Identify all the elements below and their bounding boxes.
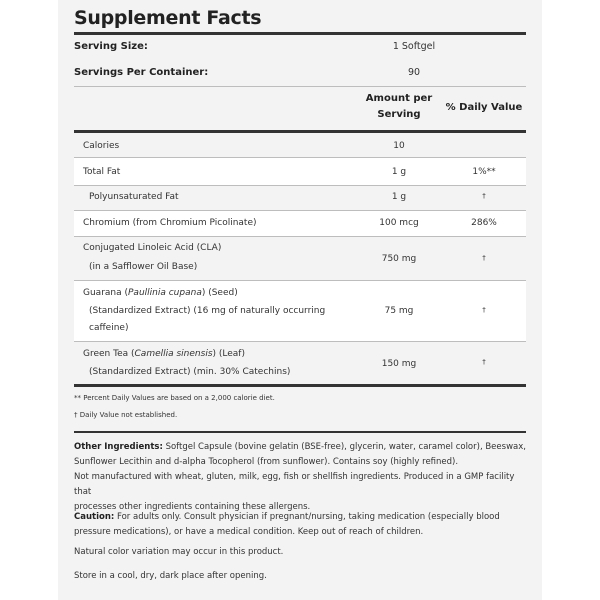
green-tea-name-post: ) (Leaf) bbox=[212, 349, 245, 359]
row-green-tea-dv: † bbox=[482, 358, 486, 366]
row-polyunsaturated-fat-dv: † bbox=[482, 192, 486, 200]
servings-per-container-value: 90 bbox=[407, 67, 421, 78]
caution-label: Caution: bbox=[74, 512, 115, 522]
row-guarana-dv: † bbox=[482, 306, 486, 314]
row-cla-amount: 750 mg bbox=[381, 254, 417, 264]
row-cla-dv: † bbox=[482, 254, 486, 262]
footnote-rule bbox=[74, 431, 526, 433]
color-variation-note: Natural color variation may occur in this product. bbox=[74, 547, 284, 557]
amount-per-serving-header bbox=[361, 91, 437, 123]
guarana-latin-name: Paullinia cupana bbox=[128, 288, 202, 298]
row-calories-name: Calories bbox=[83, 141, 120, 151]
row-divider bbox=[74, 341, 526, 342]
row-green-tea-name bbox=[83, 349, 245, 359]
table-bottom-rule bbox=[74, 384, 526, 387]
row-guarana-amount: 75 mg bbox=[384, 306, 414, 316]
title-rule bbox=[74, 32, 526, 35]
amount-header-line1: Amount per bbox=[365, 93, 433, 104]
row-total-fat-dv: 1%** bbox=[472, 167, 496, 177]
other-ingredients-line1: Softgel Capsule (bovine gelatin (BSE-free), glycerin, water, caramel color), Beeswax, bbox=[165, 442, 526, 452]
row-cla-name: Conjugated Linoleic Acid (CLA) bbox=[83, 243, 222, 253]
footnote-dagger: † Daily Value not established. bbox=[74, 411, 178, 419]
row-chromium-dv: 286% bbox=[471, 218, 497, 228]
green-tea-latin-name: Camellia sinensis bbox=[134, 349, 213, 359]
caution-line2: pressure medications), or have a medical condition. Keep out of reach of children. bbox=[74, 527, 424, 537]
row-guarana-extract: (Standardized Extract) (16 mg of naturally occurring bbox=[89, 306, 326, 316]
other-ingredients-line2: Sunflower Lecithin and d-alpha Tocopherol (from sunflower). Contains soy (highly refined). bbox=[74, 457, 459, 467]
row-calories-amount: 10 bbox=[393, 141, 405, 151]
row-green-tea-extract: (Standardized Extract) (min. 30% Catechins) bbox=[89, 367, 291, 377]
row-guarana-caffeine: caffeine) bbox=[89, 323, 129, 333]
guarana-name-pre: Guarana ( bbox=[83, 288, 128, 298]
caution-line1: For adults only. Consult physician if pregnant/nursing, taking medication (especially blood bbox=[117, 512, 500, 522]
row-guarana-name bbox=[83, 288, 238, 298]
caution bbox=[74, 510, 526, 540]
green-tea-name-pre: Green Tea ( bbox=[83, 349, 135, 359]
row-total-fat-name: Total Fat bbox=[83, 167, 121, 177]
header-rule bbox=[74, 130, 526, 133]
row-total-fat-amount: 1 g bbox=[391, 167, 407, 177]
row-divider bbox=[74, 185, 526, 186]
row-polyunsaturated-fat-name: Polyunsaturated Fat bbox=[89, 192, 179, 202]
storage-note: Store in a cool, dry, dark place after opening. bbox=[74, 571, 267, 581]
row-chromium-name: Chromium (from Chromium Picolinate) bbox=[83, 218, 257, 228]
other-ingredients-label: Other Ingredients: bbox=[74, 442, 163, 452]
footnote-daily-values: ** Percent Daily Values are based on a 2,000 calorie diet. bbox=[74, 394, 275, 402]
row-divider bbox=[74, 236, 526, 237]
row-cla-base: (in a Safflower Oil Base) bbox=[89, 262, 198, 272]
serving-size-value: 1 Softgel bbox=[392, 41, 436, 52]
label-title: Supplement Facts bbox=[74, 7, 262, 29]
row-polyunsaturated-fat-amount: 1 g bbox=[391, 192, 407, 202]
guarana-name-post: ) (Seed) bbox=[201, 288, 238, 298]
daily-value-header: % Daily Value bbox=[445, 102, 523, 113]
amount-header-line2: Serving bbox=[377, 109, 421, 120]
serving-size-label: Serving Size: bbox=[74, 41, 148, 52]
servings-per-container-label: Servings Per Container: bbox=[74, 67, 209, 78]
allergen-statement-line2: processes other ingredients containing these allergens. bbox=[74, 502, 311, 512]
serving-rule bbox=[74, 86, 526, 87]
allergen-statement-line1: Not manufactured with wheat, gluten, milk, egg, fish or shellfish ingredients. Produced in a GMP facility that bbox=[74, 472, 515, 497]
row-chromium-amount: 100 mcg bbox=[379, 218, 419, 228]
other-ingredients bbox=[74, 440, 526, 515]
row-green-tea-amount: 150 mg bbox=[381, 359, 417, 369]
